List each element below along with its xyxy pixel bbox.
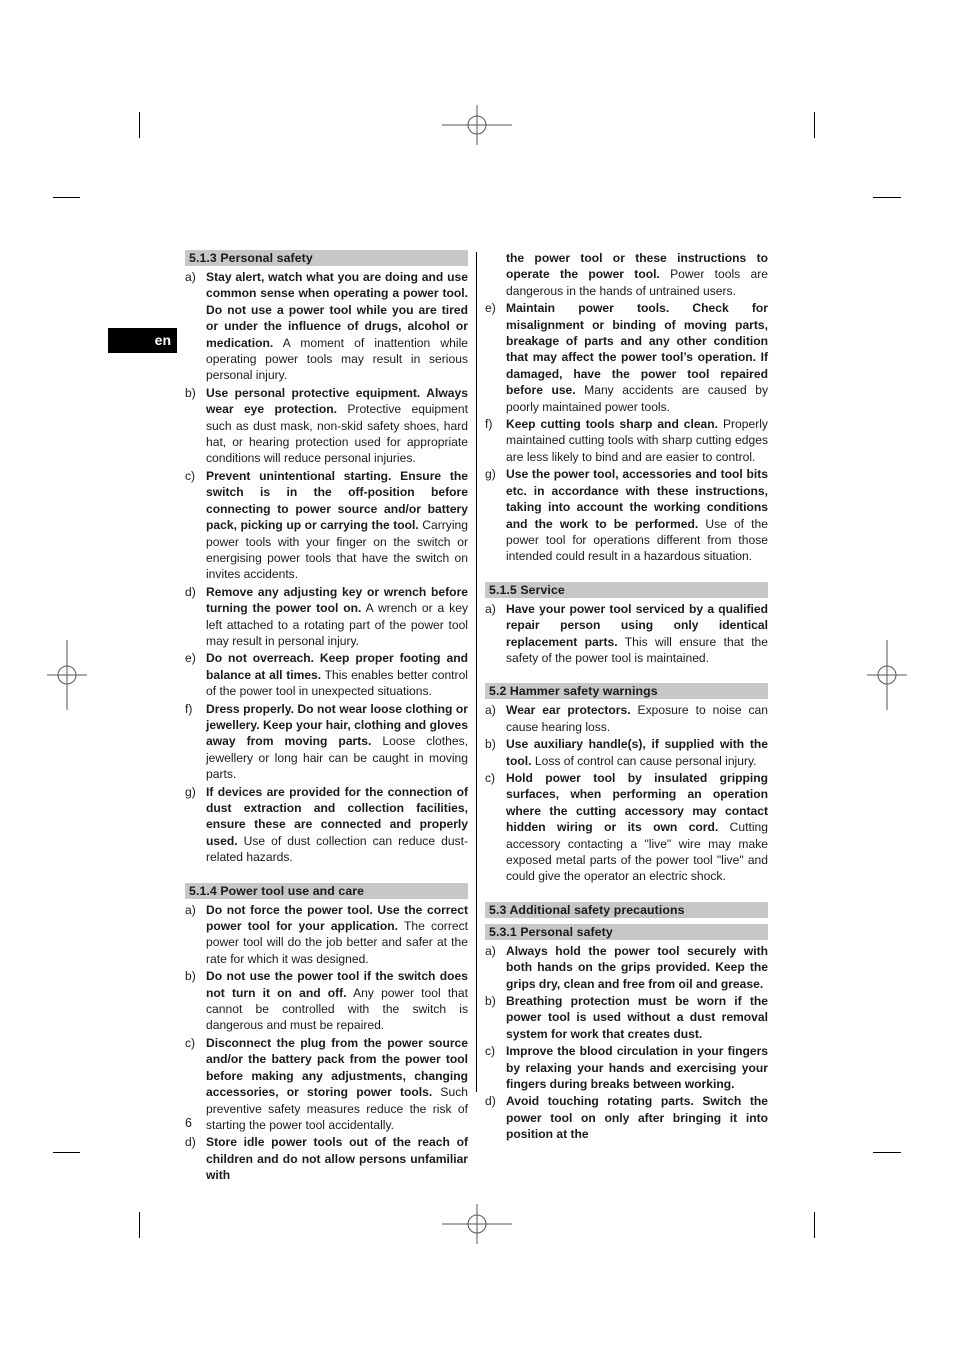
item-letter: b) — [185, 969, 196, 984]
item-text: The correct power tool will do the job better and safer at the rate for which it was designed. — [206, 919, 468, 966]
list-item — [485, 466, 768, 564]
item-bold: If devices are provided for the connection of dust extraction and collection facilities, ensure these are connected and properly used. — [206, 784, 468, 848]
list-item — [185, 650, 468, 699]
crop-mark — [873, 1152, 901, 1153]
item-bold: Do not use the power tool if the switch does not turn it on and off. — [206, 969, 468, 1000]
list-item — [485, 1043, 768, 1092]
section-heading: 5.1.5 Service — [485, 582, 768, 598]
item-letter: a) — [485, 703, 496, 718]
item-list — [185, 269, 468, 866]
item-text: Use of the power tool for operations different from those intended could result in a hazardous situation. — [506, 516, 768, 564]
item-text: Protective equipment such as dust mask, non-skid safety shoes, hard hat, or hearing protection used for appropriate conditions will reduce personal injuries. — [206, 402, 468, 466]
list-item — [485, 300, 768, 415]
item-letter: c) — [485, 1044, 496, 1059]
item-list — [185, 902, 468, 1184]
list-item — [485, 993, 768, 1042]
item-letter: a) — [485, 601, 496, 616]
list-item — [485, 736, 768, 769]
item-letter: g) — [485, 467, 496, 482]
item-letter: e) — [485, 301, 496, 316]
item-bold: Dress properly. Do not wear loose clothing or jewellery. Keep your hair, clothing and gloves away from moving parts. — [206, 701, 468, 749]
item-letter: c) — [485, 770, 496, 785]
list-item — [185, 968, 468, 1034]
item-bold: Maintain power tools. Check for misalignment or binding of moving parts, breakage of parts and any other condition that may affect the power tool’s operation. If damaged, have the power tool repaired before use. — [506, 301, 768, 398]
list-item — [185, 584, 468, 650]
item-text: Power tools are dangerous in the hands of untrained users. — [506, 267, 768, 298]
item-letter: d) — [485, 1094, 496, 1109]
column-divider — [476, 252, 477, 1092]
crop-mark — [814, 112, 815, 138]
item-text: Use of dust collection can reduce dust-related hazards. — [206, 833, 468, 865]
item-bold: Prevent unintentional starting. Ensure the switch is in the off-position before connecting to power source and/or battery pack, picking up or carrying the tool. — [206, 468, 468, 533]
item-letter: c) — [185, 1035, 196, 1050]
list-item — [185, 784, 468, 866]
item-text: This enables better control of the power tool in unexpected situations. — [206, 667, 468, 699]
item-bold: Hold power tool by insulated gripping surfaces, when performing an operation where the cutting accessory may contact hidden wiring or its own cord. — [506, 770, 768, 835]
list-item — [185, 902, 468, 968]
item-text: This will ensure that the safety of the power tool is maintained. — [506, 634, 768, 665]
registration-mark-icon — [442, 1189, 512, 1259]
section-heading: 5.2 Hammer safety warnings — [485, 683, 768, 699]
item-text: Carrying power tools with your finger on the switch or energising power tools that have the switch on invites accidents. — [206, 518, 468, 582]
item-bold: Improve the blood circulation in your fingers by relaxing your hands and exercising your fingers during breaks between working. — [506, 1044, 768, 1092]
left-column — [185, 250, 468, 1185]
item-letter: b) — [485, 737, 496, 752]
crop-mark — [139, 1212, 140, 1238]
list-item — [485, 943, 768, 992]
crop-mark — [873, 197, 901, 198]
list-item — [185, 1035, 468, 1133]
item-letter: a) — [185, 270, 196, 284]
item-letter: a) — [185, 902, 196, 917]
item-letter: f) — [485, 417, 493, 432]
item-bold: Keep cutting tools sharp and clean. — [506, 417, 719, 432]
item-text: A moment of inattention while operating power tools may result in serious personal injury. — [206, 335, 468, 383]
item-text: Loss of control can cause personal injury. — [531, 753, 757, 768]
list-item — [185, 1134, 468, 1183]
item-bold: Store idle power tools out of the reach of children and do not allow persons unfamiliar with — [206, 1135, 468, 1183]
item-text: Any power tool that cannot be controlled with the switch is dangerous and must be repaired. — [206, 985, 468, 1033]
list-item — [485, 416, 768, 465]
item-bold: Do not overreach. Keep proper footing and balance at all times. — [206, 651, 468, 682]
page-number: 6 — [185, 1116, 192, 1130]
item-letter: b) — [185, 385, 196, 400]
item-text: A wrench or a key left attached to a rotating part of the power tool may result in personal injury. — [206, 601, 468, 648]
item-list — [485, 943, 768, 1143]
item-bold: Avoid touching rotating parts. Switch the power tool on only after bringing it into position at the — [506, 1094, 768, 1142]
item-letter: a) — [485, 943, 496, 958]
item-letter: b) — [485, 994, 496, 1009]
item-bold: Disconnect the plug from the power source and/or the battery pack from the power tool before making any adjustments, changing accessories, or storing power tools. — [206, 1035, 468, 1100]
continued-paragraph — [485, 250, 768, 299]
list-item — [185, 468, 468, 583]
item-text: Loose clothes, jewellery or long hair can be caught in moving parts. — [206, 734, 468, 782]
registration-mark-icon — [442, 90, 512, 160]
list-item — [485, 601, 768, 667]
list-item — [485, 702, 768, 735]
item-list — [485, 300, 768, 565]
item-letter: g) — [185, 784, 196, 799]
item-letter: e) — [185, 651, 196, 666]
list-item — [185, 269, 468, 384]
item-bold: Use auxiliary handle(s), if supplied with the tool. — [506, 737, 768, 768]
section-heading: 5.1.4 Power tool use and care — [185, 883, 468, 899]
list-item — [185, 385, 468, 467]
item-list — [485, 702, 768, 884]
item-list — [485, 601, 768, 667]
list-item — [485, 1093, 768, 1142]
item-bold: Remove any adjusting key or wrench before turning the power tool on. — [206, 584, 468, 616]
list-item — [485, 770, 768, 885]
language-tab: en — [108, 328, 177, 353]
subsection-heading: 5.3.1 Personal safety — [485, 924, 768, 940]
item-text: Many accidents are caused by poorly maintained power tools. — [506, 383, 768, 414]
registration-mark-icon — [852, 640, 922, 710]
registration-mark-icon — [32, 640, 102, 710]
item-letter: f) — [185, 701, 193, 716]
right-column — [485, 250, 768, 1144]
item-bold: Do not force the power tool. Use the correct power tool for your application. — [206, 902, 468, 934]
section-heading: 5.1.3 Personal safety — [185, 250, 468, 266]
crop-mark — [139, 112, 140, 138]
section-heading: 5.3 Additional safety precautions — [485, 902, 768, 918]
item-text: Cutting accessory contacting a "live" wire may make exposed metal parts of the power tool "live" and could give the operator an electric shock. — [506, 820, 768, 884]
item-bold: Have your power tool serviced by a qualified repair person using only identical replacement parts. — [506, 601, 768, 649]
item-text: Properly maintained cutting tools with sharp cutting edges are less likely to bind and are easier to control. — [506, 417, 768, 464]
item-bold: Stay alert, watch what you are doing and use common sense when operating a power tool. Do not use a power tool while you are tired or under the influence of drugs, alcohol or medication. — [206, 270, 468, 350]
list-item — [185, 701, 468, 783]
item-letter: d) — [185, 1135, 196, 1150]
item-bold: Wear ear protectors. — [506, 703, 631, 718]
item-bold: Use the power tool, accessories and tool bits etc. in accordance with these instructions, taking into account the working conditions and the work to be performed. — [506, 467, 768, 531]
item-letter: c) — [185, 468, 196, 483]
item-text: Such preventive safety measures reduce the risk of starting the power tool accidentally. — [206, 1085, 468, 1132]
item-bold: Use personal protective equipment. Always wear eye protection. — [206, 385, 468, 417]
item-text: Exposure to noise can cause hearing loss. — [506, 703, 768, 734]
item-letter: d) — [185, 584, 196, 599]
item-bold: Always hold the power tool securely with both hands on the grips provided. Keep the grips dry, clean and free from oil and grease. — [506, 943, 768, 991]
crop-mark — [53, 197, 80, 198]
crop-mark — [53, 1152, 80, 1153]
crop-mark — [814, 1212, 815, 1238]
item-bold: the power tool or these instructions to operate the power tool. — [506, 251, 768, 282]
item-bold: Breathing protection must be worn if the power tool is used without a dust removal system for work that creates dust. — [506, 994, 768, 1041]
